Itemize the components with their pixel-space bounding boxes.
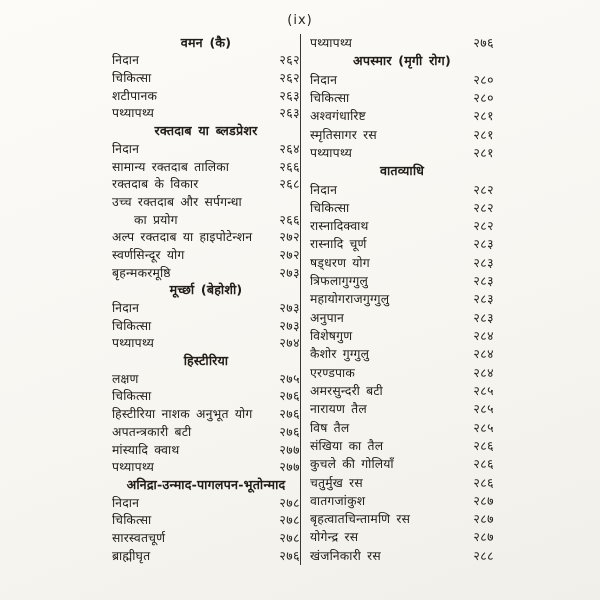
entry-page-number: २८४ xyxy=(473,329,494,343)
entry-label: पथ्यापथ्य xyxy=(310,36,353,50)
toc-row xyxy=(310,437,494,455)
toc-row xyxy=(310,382,494,400)
entry-page-number: २८५ xyxy=(473,383,494,398)
section-header xyxy=(112,122,300,140)
section-title: वमन (कै) xyxy=(180,34,232,50)
entry-label: निदान xyxy=(112,141,140,156)
entry-label: हिस्टीरिया नाशक अनुभूत योग xyxy=(112,407,253,422)
entry-label: रक्तदाब के विकार xyxy=(112,177,199,192)
toc-row xyxy=(310,126,494,144)
section-title: मूर्च्छा (बेहोशी) xyxy=(169,282,243,298)
entry-label: कैशोर गुग्गुलु xyxy=(310,347,370,362)
section-title: अनिद्रा-उन्माद-पागलपन-भूतोन्माद xyxy=(126,476,286,492)
entry-page-number: २८३ xyxy=(473,292,494,307)
toc-row xyxy=(112,299,300,317)
entry-page-number: २८६ xyxy=(473,457,494,472)
section-header xyxy=(112,476,300,494)
entry-page-number: २७६ xyxy=(279,548,300,563)
entry-label: पथ्यापथ्य xyxy=(112,106,155,121)
toc-row xyxy=(112,441,300,459)
entry-page-number: २७६ xyxy=(279,407,300,422)
entry-page-number: २६३ xyxy=(279,106,300,121)
entry-label: चिकित्सा xyxy=(112,71,152,86)
entry-page-number: २८२ xyxy=(473,182,494,197)
entry-page-number: २६३ xyxy=(279,88,300,103)
toc-row xyxy=(310,144,494,162)
toc-row xyxy=(310,71,494,89)
entry-label: अमरसुन्दरी बटी xyxy=(310,383,383,398)
entry-page-number: २८७ xyxy=(473,512,494,527)
entry-page-number: २७२ xyxy=(279,247,300,262)
toc-row xyxy=(112,264,300,282)
entry-label: अपतन्त्रकारी बटी xyxy=(112,424,192,439)
entry-page-number: २७८ xyxy=(279,513,300,528)
toc-row xyxy=(112,423,300,441)
toc-row xyxy=(112,193,300,211)
entry-label: चिकित्सा xyxy=(112,513,152,528)
section-header xyxy=(310,52,494,70)
entry-page-number: २७५ xyxy=(279,371,300,386)
toc-row xyxy=(310,217,494,235)
entry-label: निदान xyxy=(310,182,338,197)
entry-label: उच्च रक्तदाब और सर्पगन्धा xyxy=(112,194,242,209)
entry-label: अश्वगंधारिष्ट xyxy=(310,109,366,124)
entry-page-number: २८२ xyxy=(473,219,494,234)
entry-page-number: २६८ xyxy=(279,177,300,192)
entry-label: निदान xyxy=(112,495,140,510)
toc-row xyxy=(310,107,494,125)
entry-page-number: २७३ xyxy=(279,301,300,315)
entry-page-number: २८१ xyxy=(473,109,494,124)
entry-page-number: २८० xyxy=(473,90,494,105)
toc-row xyxy=(310,254,494,272)
toc-row xyxy=(310,181,494,199)
section-header xyxy=(112,352,300,370)
entry-label: लक्षण xyxy=(112,371,139,386)
entry-label: एरण्डपाक xyxy=(310,365,356,380)
entry-label: निदान xyxy=(112,53,140,68)
toc-row xyxy=(310,199,494,217)
entry-page-number: २७८ xyxy=(279,530,300,545)
entry-label: चतुर्मुख रस xyxy=(310,475,363,490)
entry-page-number: २६६ xyxy=(279,159,300,174)
section-title: अपस्मार (मृगी रोग) xyxy=(353,53,451,69)
entry-page-number: २८२ xyxy=(473,200,494,215)
toc-row xyxy=(112,512,300,530)
entry-page-number: २८० xyxy=(473,72,494,87)
toc-row xyxy=(310,272,494,290)
entry-label: अल्प रक्तदाब या हाइपोटेन्शन xyxy=(112,230,253,245)
entry-label: पथ्यापथ्य xyxy=(112,460,155,475)
toc-row xyxy=(112,317,300,335)
entry-page-number: २७३ xyxy=(279,318,300,333)
toc-row xyxy=(310,492,494,510)
entry-page-number: २६२ xyxy=(279,71,300,86)
entry-page-number: २८४ xyxy=(473,347,494,362)
entry-page-number: २८१ xyxy=(473,145,494,160)
toc-row xyxy=(112,335,300,353)
entry-label: पथ्यापथ्य xyxy=(112,336,155,351)
entry-page-number: २८४ xyxy=(473,365,494,380)
entry-label: निदान xyxy=(310,72,338,87)
section-header xyxy=(310,162,494,180)
toc-row xyxy=(310,327,494,345)
entry-page-number: २८५ xyxy=(473,420,494,435)
entry-page-number: २७८ xyxy=(279,495,300,510)
toc-content xyxy=(112,34,494,565)
entry-label: चिकित्सा xyxy=(112,389,152,404)
entry-page-number: २८३ xyxy=(473,274,494,289)
toc-row xyxy=(310,400,494,418)
entry-label: शटीपानक xyxy=(112,88,158,103)
section-title: वातव्याधि xyxy=(379,163,425,179)
toc-row xyxy=(112,211,300,229)
entry-label: रास्नादि चूर्ण xyxy=(310,237,367,252)
entry-label: पथ्यापथ्य xyxy=(310,145,353,160)
page-number-folio: (ix) xyxy=(287,13,313,28)
toc-row xyxy=(310,89,494,107)
toc-row xyxy=(112,370,300,388)
entry-page-number: २७६ xyxy=(473,36,494,50)
entry-page-number: २८५ xyxy=(473,402,494,417)
entry-label: चिकित्सा xyxy=(310,200,350,215)
entry-label: नारायण तैल xyxy=(310,402,367,417)
entry-label: विष तैल xyxy=(310,420,350,435)
entry-label: बृहन्मकरमूष्ठि xyxy=(112,265,171,280)
entry-page-number: २६६ xyxy=(279,212,300,227)
toc-column-left xyxy=(112,34,300,565)
toc-row xyxy=(310,510,494,528)
entry-page-number: २८८ xyxy=(473,548,494,563)
entry-label: स्मृतिसागर रस xyxy=(310,127,377,142)
entry-label: बृहत्वातचिन्तामणि रस xyxy=(310,512,411,527)
entry-label: षड्धरण योग xyxy=(310,255,370,270)
toc-row xyxy=(112,494,300,512)
entry-label: रास्नादिक्वाथ xyxy=(310,219,369,234)
toc-row xyxy=(310,235,494,253)
entry-label: चिकित्सा xyxy=(112,318,152,333)
entry-page-number: २८६ xyxy=(473,438,494,453)
entry-label: संखिया का तैल xyxy=(310,438,384,453)
entry-page-number: २७७ xyxy=(279,442,300,457)
toc-row xyxy=(310,419,494,437)
entry-label: सामान्य रक्तदाब तालिका xyxy=(112,159,230,174)
toc-row xyxy=(310,364,494,382)
entry-label: योगेन्द्र रस xyxy=(310,530,359,545)
toc-row xyxy=(112,158,300,176)
toc-row xyxy=(310,290,494,308)
toc-row xyxy=(112,87,300,105)
section-header xyxy=(112,282,300,300)
toc-row xyxy=(112,405,300,423)
entry-page-number: २७६ xyxy=(279,389,300,404)
entry-label: वातगजांकुश xyxy=(310,493,366,508)
toc-row xyxy=(112,176,300,194)
toc-row xyxy=(310,474,494,492)
toc-row xyxy=(112,459,300,477)
entry-page-number: २७२ xyxy=(279,230,300,245)
entry-page-number: २७७ xyxy=(279,460,300,475)
entry-label: कुचले की गोलियाँ xyxy=(310,457,394,472)
entry-page-number: २७४ xyxy=(279,336,300,351)
toc-column-right column-divider xyxy=(300,34,494,565)
toc-row xyxy=(310,309,494,327)
entry-label: स्वर्णसिन्दूर योग xyxy=(112,247,185,262)
toc-row xyxy=(112,69,300,87)
section-title: रक्तदाब या ब्लडप्रेशर xyxy=(154,122,258,138)
entry-page-number: २८३ xyxy=(473,310,494,325)
entry-label: खंजनिकारी रस xyxy=(310,548,381,563)
toc-row xyxy=(310,345,494,363)
entry-page-number: २७६ xyxy=(279,424,300,439)
toc-row xyxy=(112,388,300,406)
entry-label: ब्राह्मीघृत xyxy=(112,548,151,563)
entry-label: चिकित्सा xyxy=(310,90,350,105)
entry-page-number: २८६ xyxy=(473,475,494,490)
section-title: हिस्टीरिया xyxy=(183,352,229,368)
entry-label: मांस्यादि क्वाथ xyxy=(112,442,180,457)
entry-label: अनुपान xyxy=(310,310,345,325)
toc-row xyxy=(310,547,494,565)
toc-row xyxy=(112,529,300,547)
entry-page-number: २८१ xyxy=(473,127,494,142)
section-header xyxy=(112,34,300,52)
entry-page-number: २८३ xyxy=(473,255,494,270)
toc-row xyxy=(112,52,300,70)
entry-page-number: २७३ xyxy=(279,265,300,280)
entry-label: त्रिफलागुग्गुलु xyxy=(310,274,369,289)
toc-row xyxy=(310,528,494,546)
entry-page-number: २८७ xyxy=(473,493,494,508)
entry-page-number: २८७ xyxy=(473,530,494,545)
toc-row xyxy=(112,547,300,565)
toc-row xyxy=(112,140,300,158)
toc-row xyxy=(112,229,300,247)
entry-label: निदान xyxy=(112,301,140,315)
entry-label: सारस्वतचूर्ण xyxy=(112,530,166,545)
toc-row xyxy=(310,34,494,52)
entry-label: का प्रयोग xyxy=(134,212,178,227)
entry-page-number: २६२ xyxy=(279,53,300,68)
toc-row xyxy=(112,105,300,123)
entry-page-number: २८३ xyxy=(473,237,494,252)
entry-label: महायोगराजगुग्गुलु xyxy=(310,292,390,307)
toc-row xyxy=(310,455,494,473)
entry-label: विशेषगुण xyxy=(310,329,353,343)
entry-page-number: २६४ xyxy=(279,141,300,156)
toc-row xyxy=(112,246,300,264)
